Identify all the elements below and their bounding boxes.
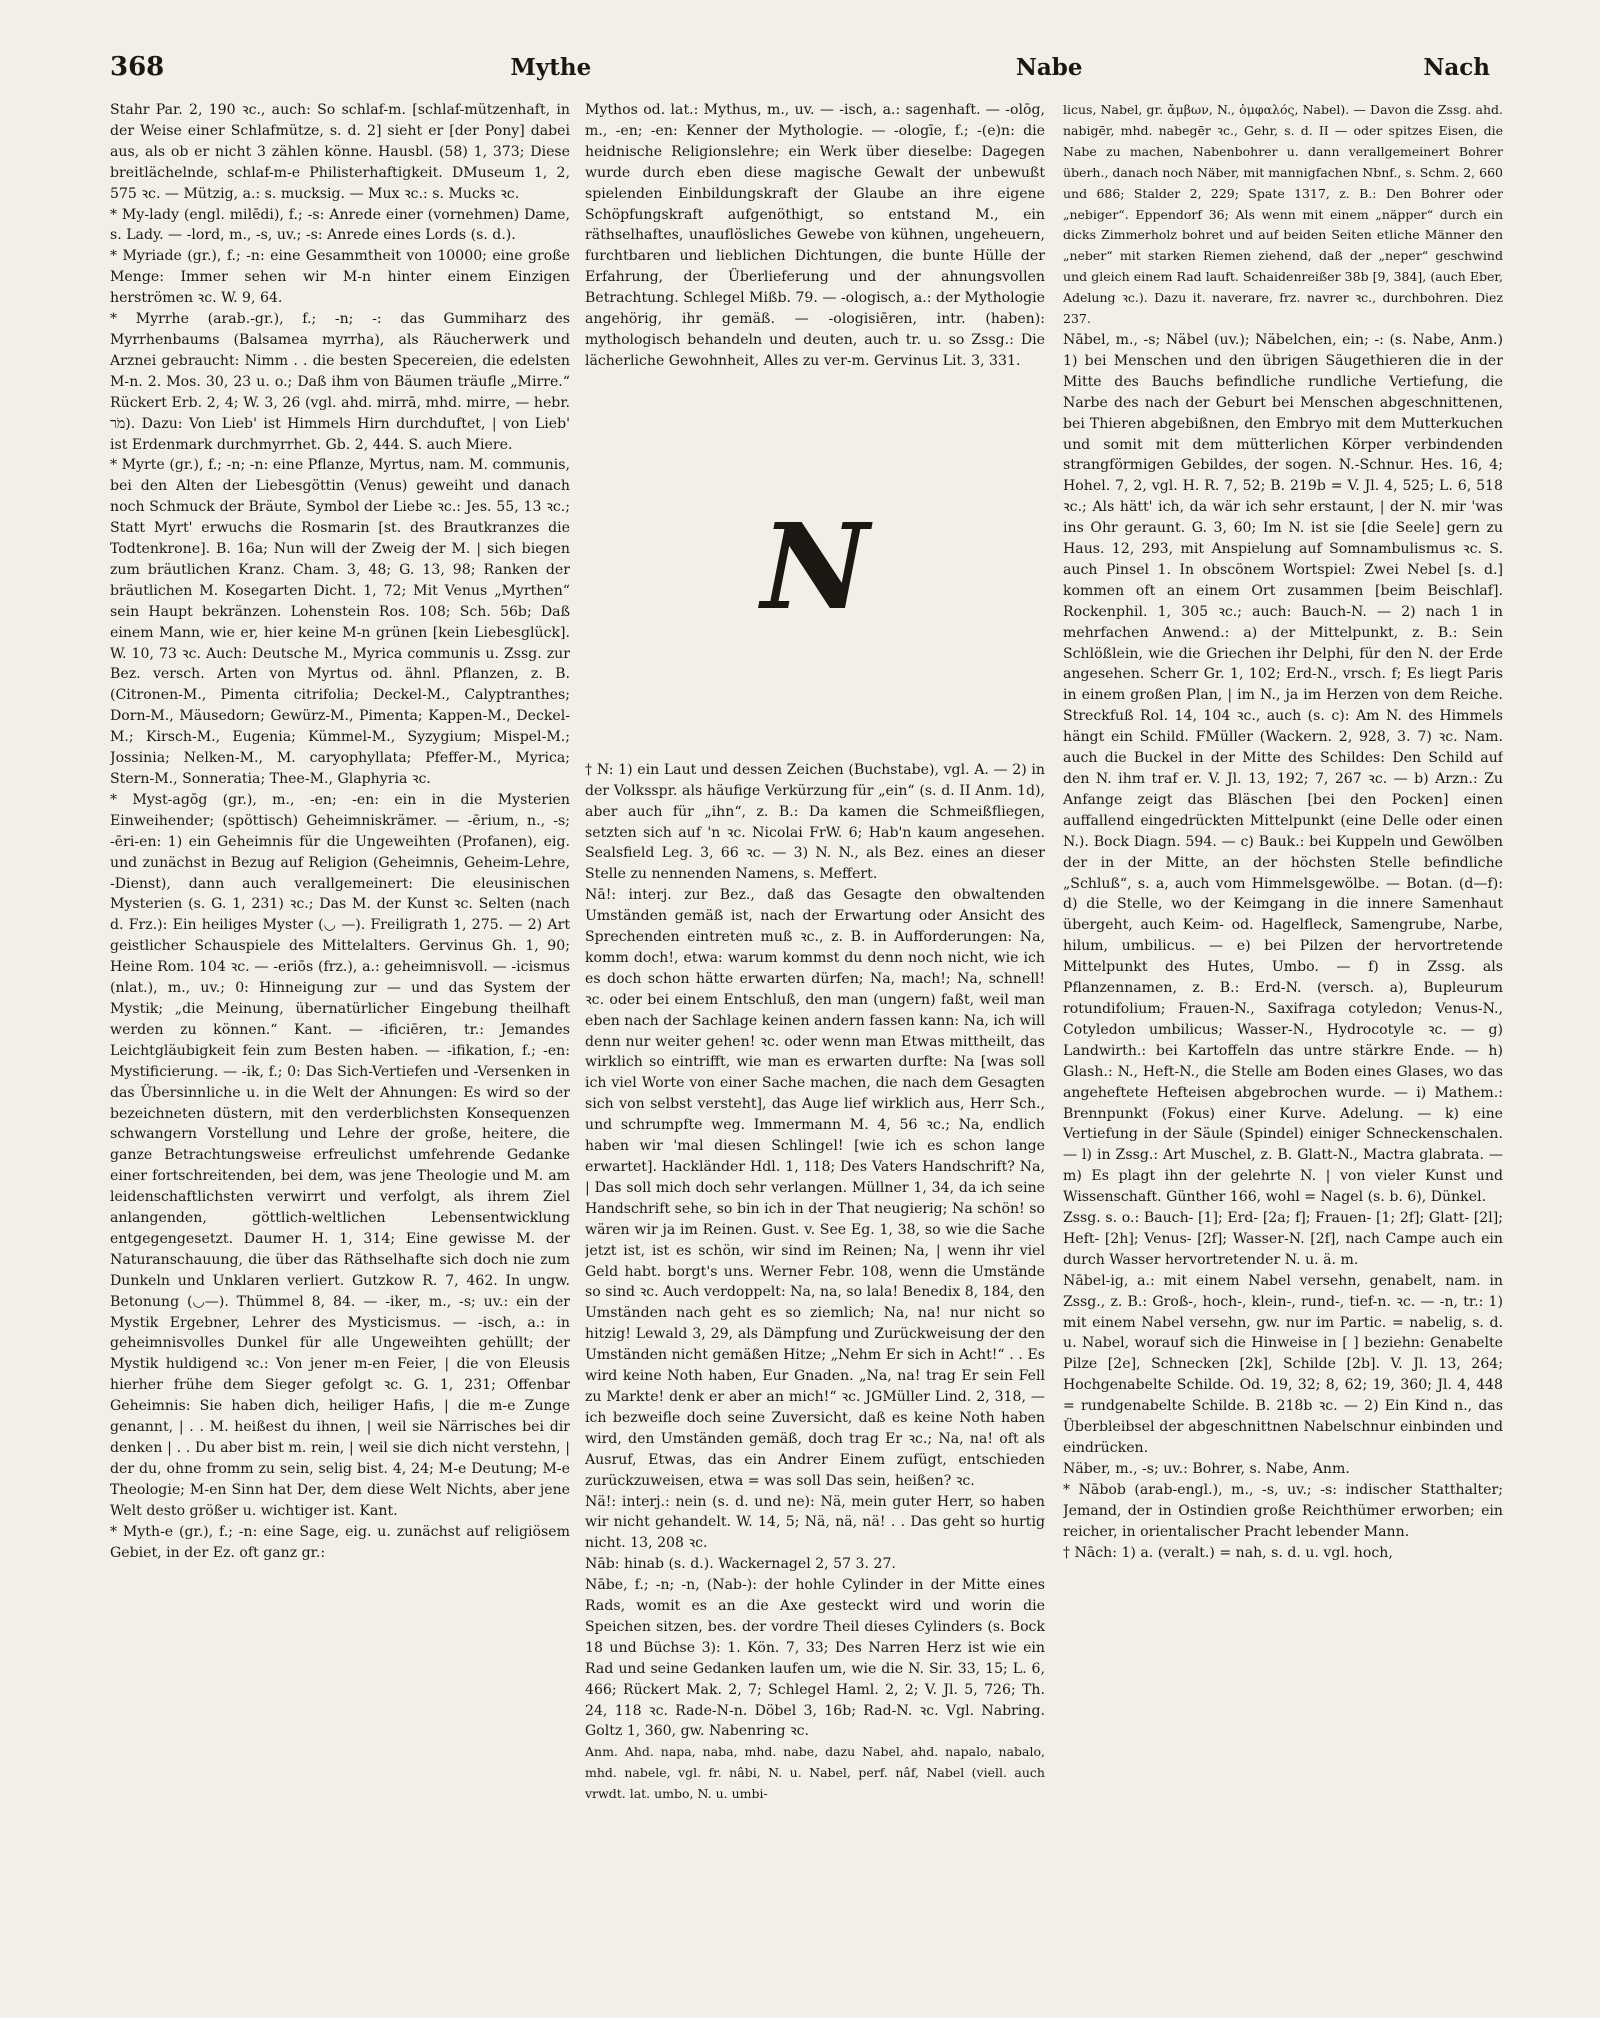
entry-nabe-note-cont: licus, Nabel, gr. ἄμβων, N., ὀμφαλός, Nabel). — Davon die Zssg. ahd. nabigēr, mhd. nabegēr ꝛc., Gehr, s. d. II — oder spitzes Eisen, die Nabe zu machen, Nabenbohrer u. dann verallgemeinert Bohrer überh., danach noch Näber, mit mannigfachen Nbnf., s. Schm. 2, 660 und 686; Stalder 2, 229; Spate 1317, z. B.: Den Bohrer oder „nebiger“. Eppendorf 36; Als wenn mit einem „näpper“ durch ein dicks Zimmerholz bohret und auf beiden Seiten etliche Männer den „neber“ mit starken Riemen ziehend, daß der „neper“ geschwind und gleich einem Rad lauft. Schaidenreißer 38b [9, 384], (auch Eber, Adelung ꝛc.). Dazu it. naverare, frz. navrer ꝛc., durchbohren. Diez 237.: [1063, 102, 1503, 327]
entry-myrte: * Myrte (gr.), f.; -n; -n: eine Pflanze, Myrtus, nam. M. communis, bei den Alten der Liebesgöttin (Venus) geweiht und danach noch Schmuck der Bräute, Symbol der Liebe ꝛc.: Jes. 55, 13 ꝛc.; Statt Myrt' erwuchs die Rosmarin [st. des Brautkranzes die Todtenkrone]. B. 16a; Nun will der Zweig der M. | sich biegen zum bräutlichen Kranz. Cham. 3, 48; G. 13, 98; Ranken der bräutlichen M. Kosegarten Dicht. 1, 72; Mit Venus „Myrthen“ sein Haupt bekränzen. Lohenstein Ros. 108; Sch. 56b; Daß einem Mann, wie er, hier keine M-n grünen [kein Liebesglück]. W. 10, 73 ꝛc. Auch: Deutsche M., Myrica communis u. Zssg. zur Bez. versch. Arten von Myrtus od. ähnl. Pflanzen, z. B. (Citronen-M., Pimenta citrifolia; Deckel-M., Calyptranthes; Dorn-M., Mäusedorn; Gewürz-M., Pimenta; Kappen-M., Deckel-M.; Kirsch-M., Eugenia; Kümmel-M., Syzygium; Mispel-M.; Jossinia; Nelken-M., M. caryophyllata; Pfeffer-M., Myrica; Stern-M., Sonneratia; Thee-M., Glaphyria ꝛc.: [110, 457, 570, 787]
entry-myrrhe: * Myrrhe (arab.-gr.), f.; -n; -: das Gummiharz des Myrrhenbaums (Balsamea myrrha), als Räucherwerk und Arznei gebraucht: Nimm . . die besten Specereien, die edelsten M-n. 2. Mos. 30, 23 u. o.; Daß ihm von Bäumen träufle „Mirre.“ Rückert Erb. 2, 4; W. 3, 26 (vgl. ahd. mirrā, mhd. mirre, — hebr. מֹר). Dazu: Von Lieb' ist Himmels Hirn durchduftet, | von Lieb' ist Erdenmark durchmyrrhet. Gb. 2, 444. S. auch Miere.: [110, 311, 570, 453]
header-center-catchword: Nabe: [1015, 54, 1083, 81]
entry-na: Nā!: interj. zur Bez., daß das Gesagte den obwaltenden Umständen gemäß ist, nach der Erwartung oder Ansicht des Sprechenden eintreten muß ꝛc., z. B. in Aufforderungen: Na, komm doch!, etwa: warum kommst du denn noch nicht, wie ich es doch schon hätte erwarten dürfen; Na, mach!; Na, schnell! ꝛc. oder bei einem Entschluß, den man (ungern) faßt, weil man eben nach der Sachlage keinen andern fassen kann: Na, ich will denn nur weiter gehen! ꝛc. oder wenn man Etwas mittheilt, das wirklich so eintrifft, wie man es erwarten durfte: Na [was soll ich viel Worte von einer Sache machen, die nach dem Gesagten sich von selbst versteht], das Auge lief wirklich aus, Herr Sch., und schrumpfte weg. Immermann M. 4, 56 ꝛc.; Na, endlich haben wir 'mal diesen Schlingel! [wie ich es schon lange erwartet]. Hackländer Hdl. 1, 118; Des Vaters Handschrift? Na, | Das soll mich doch sehr verlangen. Müllner 1, 34, da ich seine Handschrift sehe, so bin ich in der That neugierig; Na schön! so wären wir ja im Reinen. Gust. v. See Eg. 1, 38, so wie die Sache jetzt ist, ist es schön, wir sind im Reinen; Na, | wenn ihr viel Geld habt. borgt's uns. Werner Febr. 108, wenn die Umstände so sind ꝛc. Auch verdoppelt: Na, na, so lala! Benedix 8, 184, den Umständen nach geht es so ziemlich; Na, na! nur nicht so hitzig! Lewald 3, 29, als Dämpfung und Zurückweisung der den Umständen nicht gemäßen Hitze; „Nehm Er sich in Acht!“ . . Es wird keine Noth haben, Eur Gnaden. „Na, na! trag Er sein Fell zu Markte! denk er aber an mich!“ ꝛc. JGMüller Lind. 2, 318, — ich bezweifle doch seine Zuversicht, daß es keine Noth haben wird, den Umständen gemäß, doch trag Er ꝛc.; Na, na! oft als Ausruf, Etwas, das ein Andrer Einem zufügt, entschieden zurückzuweisen, etwa = was soll Das sein, heißen? ꝛc.: [585, 887, 1045, 1489]
entry-nabob: * Nābob (arab-engl.), m., -s, uv.; -s: indischer Statthalter; Jemand, der in Ostindien große Reichthümer erworben; ein reicher, in orientalischer Pracht lebender Mann.: [1063, 1481, 1503, 1540]
header-right-catchword: Nach: [1423, 54, 1490, 81]
entry-nab: Nāb: hinab (s. d.). Wackernagel 2, 57 3. 27.: [585, 1556, 896, 1573]
page-header: [110, 52, 1490, 88]
entry-nabe-note: Anm. Ahd. napa, naba, mhd. nabe, dazu Nabel, ahd. napalo, nabalo, mhd. nabele, vgl. fr. nâbi, N. u. Nabel, perf. nâf, Nabel (viell. auch vrwdt. lat. umbo, N. u. umbi-: [585, 1744, 1045, 1802]
entry-nabel-zssg: Zssg. s. o.: Bauch- [1]; Erd- [2a; f]; Frauen- [1; 2f]; Glatt- [2l]; Heft- [2h]; Venus- [2f]; Wasser-N. [2f], nach Campe auch ein durch Wasser hervortretender N. u. ä. m.: [1063, 1210, 1503, 1268]
section-letter: N: [761, 496, 869, 636]
entry-mythe: * Myth-e (gr.), f.; -n: eine Sage, eig. u. zunächst auf religiösem Gebiet, in der Ez. oft ganz gr.:: [110, 1523, 570, 1561]
entry-nabe: Nābe, f.; -n; -n, (Nab-): der hohle Cylinder in der Mitte eines Rads, womit es an die Axe gesteckt wird und worin die Speichen sitzen, bes. der vordre Theil dieses Cylinders (s. Bock 18 und Büchse 3): 1. Kön. 7, 33; Des Narren Herz ist wie ein Rad und seine Gedanken laufen um, wie die N. Sir. 33, 15; L. 6, 466; Rückert Mak. 2, 7; Schlegel Haml. 2, 2; V. Jl. 5, 726; Th. 24, 118 ꝛc. Rade-N-n. Döbel 3, 16b; Rad-N. ꝛc. Vgl. Nabring. Goltz 1, 360, gw. Nabenring ꝛc.: [585, 1577, 1045, 1740]
entry-nach: † Nāch: 1) a. (veralt.) = nah, s. d. u. vgl. hoch,: [1063, 1544, 1393, 1561]
entry-n: † N: 1) ein Laut und dessen Zeichen (Buchstabe), vgl. A. — 2) in der Volksspr. als häufige Verkürzung für „ein“ (s. d. II Anm. 1d), aber auch für „ihn“, z. B.: Da kamen die Schmeißfliegen, setzten sich auf 'n ꝛc. Nicolai FrW. 6; Hab'n kaum angesehen. Sealsfield Leg. 3, 66 ꝛc. — 3) N. N., als Bez. eines an dieser Stelle zu nennenden Namens, s. Meffert.: [585, 761, 1045, 883]
entry: Stahr Par. 2, 190 ꝛc., auch: So schlaf-m. [schlaf-mützenhaft, in der Weise einer Schlafmütze, s. d. 2] sieht er [der Pony] dabei aus, als ob er nicht 3 zählen könne. Hausbl. (58) 1, 373; Diese breitlächelnde, schlaf-m-e Philisterhaftigkeit. DMuseum 1, 2, 575 ꝛc. — Mützig, a.: s. mucksig. — Mux ꝛc.: s. Mucks ꝛc.: [110, 102, 570, 202]
entry-my-lady: * My-lady (engl. milēdi), f.; -s: Anrede einer (vornehmen) Dame, s. Lady. — -lord, m., -s, uv.; -s: Anrede eines Lords (s. d.).: [110, 206, 570, 244]
column-left: [110, 100, 570, 2005]
entry-nae: Nä!: interj.: nein (s. d. und ne): Nä, mein guter Herr, so haben wir nicht gehandelt. W. 14, 5; Nä, nä, nä! . . Das geht so hurtig nicht. 13, 208 ꝛc.: [585, 1493, 1045, 1552]
header-left-catchword: Mythe: [510, 54, 592, 81]
entry-naeber: Näber, m., -s; uv.: Bohrer, s. Nabe, Anm.: [1063, 1460, 1350, 1477]
entry-mythos: Mythos od. lat.: Mythus, m., uv. — -isch, a.: sagenhaft. — -olōg, m., -en; -en: Kenner der Mythologie. — -ologīe, f.; -(e)n: die heidnische Religionslehre; ein Werk über dieselbe: Dagegen wurde durch eben diese magische Gewalt der unbewußt spielenden Einbildungskraft der Glaube an ihre eigene Schöpfungskraft aufgenöthigt, so entstand M., ein räthselhaftes, unauflösliches Gewebe von kühnen, ungeheuern, furchtbaren und lieblichen Dichtungen, die bunte Hülle der Erfahrung, der Überlieferung und der ahnungsvollen Betrachtung. Schlegel Mißb. 79. — -ologisch, a.: der Mythologie angehörig, ihr gemäß. — -ologisiēren, intr. (haben): mythologisch behandeln und deuten, auch tr. u. so Zssg.: Die lächerliche Gewohnheit, Alles zu ver-m. Gervinus Lit. 3, 331.: [585, 102, 1045, 369]
entry-nabel: Nābel, m., -s; Näbel (uv.); Näbelchen, ein; -: (s. Nabe, Anm.) 1) bei Menschen und den übrigen Säugethieren die in der Mitte des Bauchs befindliche rundliche Vertiefung, die Narbe des nach der Geburt bei Menschen abgeschnittenen, bei Thieren abgebißnen, den Embryo mit dem Mutterkuchen und somit mit dem mütterlichen Körper verbindenden strangförmigen Gebildes, der sogen. N.-Schnur. Hes. 16, 4; Hohel. 7, 2, vgl. H. R. 7, 52; B. 219b = V. Jl. 4, 525; L. 6, 518 ꝛc.; Als hätt' ich, da wär ich sehr erstaunt, | der N. mir 'was ins Ohr geraunt. G. 3, 60; Im N. ist sie [die Seele] gern zu Haus. 12, 293, mit Anspielung auf Somnambulismus ꝛc. S. auch Pinsel 1. In obscönem Wortspiel: Zwei Nebel [s. d.] kommen oft an einem Ort zusammen [beim Beischlaf]. Rockenphil. 1, 305 ꝛc.; auch: Bauch-N. — 2) nach 1 in mehrfachen Anwend.: a) der Mittelpunkt, z. B.: Sein Schlößlein, wie die Griechen ihr Delphi, für den N. der Erde angesehen. Scherr Gr. 1, 102; Erd-N., vrsch. f; Es liegt Paris in einem großen Plan, | im N., ja im Herzen von dem Reiche. Streckfuß Rol. 14, 104 ꝛc., auch (s. c): Am N. des Himmels hängt ein Schild. FMüller (Wackern. 2, 928, 3. 7) ꝛc. Nam. auch die Buckel in der Mitte des Schildes: Den Schild auf den N. ihm traf er. V. Jl. 13, 192; 7, 267 ꝛc. — b) Arzn.: Zu Anfange zeigt das Bläschen [bei den Pocken] einen auffallend eingedrückten Mittelpunkt (eine Delle oder einen N.). Bock Diagn. 594. — c) Bauk.: bei Kuppeln und Gewölben der in der Mitte, an der höchsten Stelle befindliche „Schluß“, s. a, auch vom Himmelsgewölbe. — Botan. (d—f): d) die Stelle, wo der Keimgang in die innere Samenhaut übergeht, auch Keim- od. Hagelfleck, Samengrube, Narbe, hilum, umbilicus. — e) bei Pilzen der hervortretende Mittelpunkt des Hutes, Umbo. — f) in Zssg. als Pflanzennamen, z. B.: Erd-N. (versch. a), Bupleurum rotundifolium; Frauen-N., Saxifraga cotyledon; Venus-N., Cotyledon umbilicus; Wasser-N., Hydrocotyle ꝛc. — g) Landwirth.: bei Kartoffeln das untre stärkre Ende. — h) Glash.: N., Heft-N., die Stelle am Boden eines Glases, wo das angeheftete Hefteisen abgebrochen wurde. — i) Mathem.: Brennpunkt (Fokus) einer Kurve. Adelung. — k) eine Vertiefung in der Säule (Spindel) einiger Schneckenschalen. — l) in Zssg.: Art Muschel, z. B. Glatt-N., Mactra glabrata. — m) Es plagt ihn der gelehrte N. | von vieler Kunst und Wissenschaft. Günther 166, wohl = Nagel (s. b. 6), Dünkel.: [1063, 331, 1503, 1206]
page-number: 368: [110, 52, 165, 82]
entry-nabelig: Nābel-ig, a.: mit einem Nabel versehn, genabelt, nam. in Zssg., z. B.: Groß-, hoch-, klein-, rund-, tief-n. ꝛc. — -n, tr.: 1) mit einem Nabel versehn, gw. nur im Partic. = nabelig, s. d. u. Nabel, worauf sich die Hinweise in [ ] beziehn: Genabelte Pilze [2e], Schnecken [2k], Schilde [2b]. V. Jl. 13, 264; Hochgenabelte Schilde. Od. 19, 32; 8, 62; 19, 360; Jl. 4, 448 = rundgenabelte Schilde. B. 218b ꝛc. — 2) Ein Kind n., das Überbleibsel der abgeschnittnen Nabelschnur einbinden und eindrücken.: [1063, 1272, 1503, 1456]
entry-myriade: * Myriade (gr.), f.; -n: eine Gesammtheit von 10000; eine große Menge: Immer sehen wir M-n hinter einem Einzigen herströmen ꝛc. W. 9, 64.: [110, 248, 570, 307]
column-middle: [585, 100, 1045, 2005]
entry-mystagog: * Myst-agōg (gr.), m., -en; -en: ein in die Mysterien Einweihender; (spöttisch) Geheimniskrämer. — -ērium, n., -s; -ēri-en: 1) ein Geheimnis für die Ungeweihten (Profanen), eig. und zunächst in Bezug auf Religion (Geheimnis, Geheim-Lehre, -Dienst), dann auch verallgemeinert: Die eleusinischen Mysterien (s. G. 1, 231) ꝛc.; Das M. der Kunst ꝛc. Selten (nach d. Frz.): Ein heiliges Myster (◡ —). Freiligrath 1, 275. — 2) Art geistlicher Schauspiele des Mittelalters. Gervinus Gh. 1, 90; Heine Rom. 104 ꝛc. — -eriōs (frz.), a.: geheimnisvoll. — -icismus (nlat.), m., uv.; 0: Hinneigung zur — und das System der Mystik; „die Meinung, übernatürlicher Eingebung theilhaft werden zu können.“ Kant. — -ificiēren, tr.: Jemandes Leichtgläubigkeit fein zum Besten haben. — -ifikation, f.; -en: Mystificierung. — -ik, f.; 0: Das Sich-Vertiefen und -Versenken in das Übersinnliche u. in die Welt der Ahnungen: Es wird so der bezeichneten düstern, mit den verderblichsten Konsequenzen schwangern Vorstellung und Lehre der große, heitere, die ganze Betrachtungsweise erfreulichst umfehrende Gedanke einer fortschreitenden, bei dem, was jene Theologie und M. am leidenschaftlichsten verwirrt und verfolgt, als ihrem Ziel anlangenden, göttlich-weltlichen Lebensentwicklung entgegengesetzt. Daumer H. 1, 314; Eine gewisse M. der Naturanschauung, die über das Räthselhafte sich doch nie zum Dunkeln und Unklaren verliert. Gutzkow R. 7, 462. In ungw. Betonung (◡—). Thümmel 8, 84. — -iker, m., -s; uv.: ein der Mystik Ergebner, Lehrer des Mysticismus. — -isch, a.: in geheimnisvolles Dunkel für alle Ungeweihten gehüllt; der Mystik huldigend ꝛc.: Von jener m-en Feier, | die von Eleusis hierher frühe dem Sieger gefolgt ꝛc. G. 1, 231; Offenbar Geheimnis: Sie haben dich, heiliger Hafis, | die m-e Zunge genannt, | . . M. heißest du ihnen, | weil sie Närrisches bei dir denken | . . Du aber bist m. rein, | weil sie dich nicht verstehn, | der du, ohne fromm zu sein, selig bist. 4, 24; M-e Deutung; M-e Theologie; M-en Sinn hat Der, dem diese Welt Nichts, aber jene Welt desto größer u. wichtiger ist. Kant.: [110, 791, 570, 1519]
column-right: [1063, 100, 1503, 2005]
